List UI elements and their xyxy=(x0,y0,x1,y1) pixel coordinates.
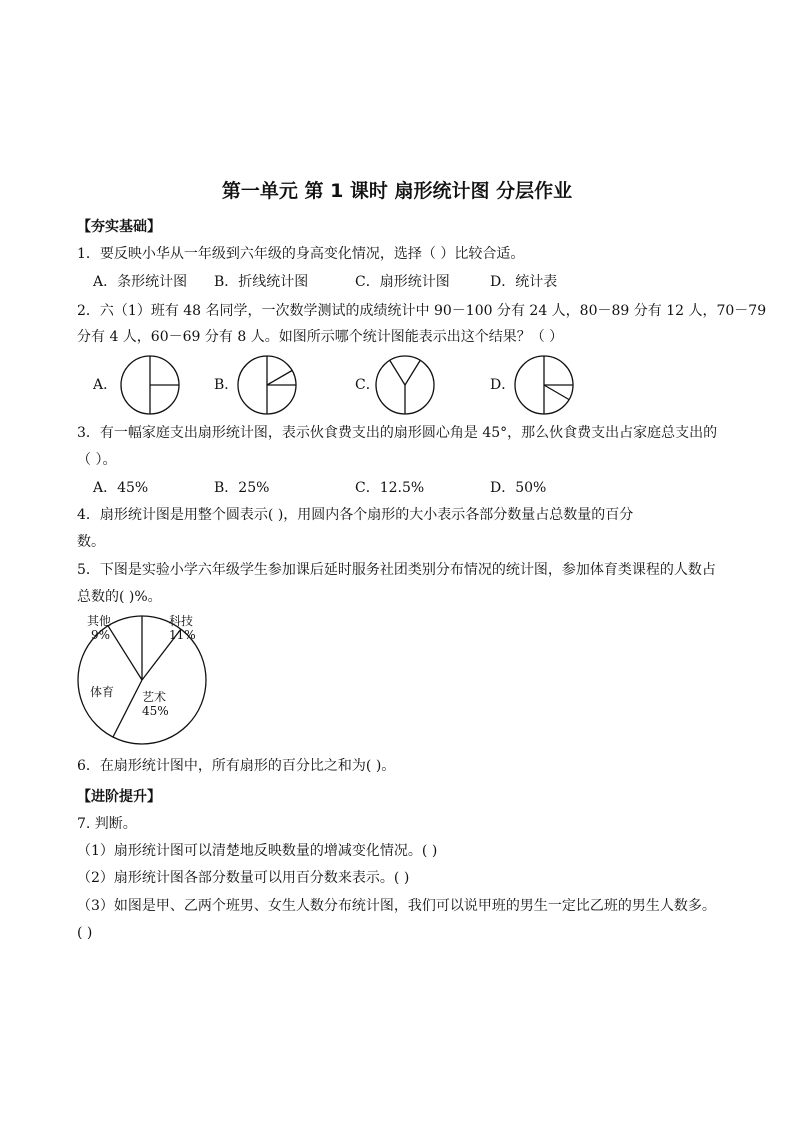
sector-divider-sports xyxy=(113,680,142,737)
question-2-line-1: 2．六（1）班有 48 名同学，一次数学测试的成绩统计中 90－100 分有 24 人，80－89 分有 12 人，70－79 xyxy=(77,303,767,319)
question-3-line-1: 3．有一幅家庭支出扇形统计图，表示伙食费支出的扇形圆心角是 45°，那么伙食费支出占家庭总支出的 xyxy=(77,425,718,441)
question-1-option-a: A．条形统计图 xyxy=(93,274,188,290)
question-4-line-1: 4．扇形统计图是用整个圆表示( )，用圆内各个扇形的大小表示各部分数量占总数量的百分 xyxy=(77,507,634,523)
question-2-option-d: D． xyxy=(490,377,516,393)
question-3-line-2: （ ）。 xyxy=(77,452,117,468)
question-3-option-a: A．45% xyxy=(93,480,149,496)
question-2-option-c: C． xyxy=(355,377,380,393)
question-2-option-a: A． xyxy=(93,377,118,393)
section-advanced-heading: 【进阶提升】 xyxy=(77,789,161,805)
question-2-pie-b xyxy=(237,355,297,415)
question-2-pie-a xyxy=(120,355,180,415)
question-5-line-2: 总数的( )%。 xyxy=(77,589,162,605)
question-2-option-b: B． xyxy=(214,377,239,393)
question-2-pie-d xyxy=(514,355,574,415)
sector-divider-other xyxy=(108,626,142,680)
question-2-pie-c xyxy=(375,355,435,415)
chart-label-other-name: 其他 xyxy=(87,614,112,628)
question-7-item-2: （2）扇形统计图各部分数量可以用百分数来表示。( ) xyxy=(77,870,410,886)
question-7-item-1: （1）扇形统计图可以清楚地反映数量的增减变化情况。( ) xyxy=(77,843,438,859)
chart-label-other-pct: 9% xyxy=(91,628,111,642)
question-1-option-d: D．统计表 xyxy=(490,274,558,290)
page-title: 第一单元 第 1 课时 扇形统计图 分层作业 xyxy=(221,180,573,202)
question-1-stem: 1．要反映小华从一年级到六年级的身高变化情况，选择（ ）比较合适。 xyxy=(77,246,525,262)
chart-label-tech-name: 科技 xyxy=(169,614,194,628)
question-7-item-3-blank: ( ) xyxy=(77,925,93,941)
chart-label-tech-pct: 11% xyxy=(169,628,196,642)
chart-label-art-name: 艺术 xyxy=(142,690,167,704)
question-3-option-c: C．12.5% xyxy=(355,480,425,496)
chart-label-art-pct: 45% xyxy=(142,704,169,718)
question-2-line-2: 分有 4 人，60－69 分有 8 人。如图所示哪个统计图能表示出这个结果？（ ） xyxy=(77,329,564,345)
question-3-option-b: B．25% xyxy=(214,480,270,496)
question-1-option-b: B．折线统计图 xyxy=(214,274,309,290)
question-3-option-d: D．50% xyxy=(490,480,547,496)
question-7-stem: 7. 判断。 xyxy=(77,816,137,832)
question-6: 6．在扇形统计图中，所有扇形的百分比之和为( )。 xyxy=(77,758,396,774)
question-5-line-1: 5．下图是实验小学六年级学生参加课后延时服务社团类别分布情况的统计图，参加体育类课程的人数占 xyxy=(77,562,716,578)
chart-label-sports-name: 体育 xyxy=(90,685,115,699)
question-1-option-c: C．扇形统计图 xyxy=(355,274,450,290)
question-4-line-2: 数。 xyxy=(77,534,105,550)
section-basic-heading: 【夯实基础】 xyxy=(77,219,161,235)
question-7-item-3: （3）如图是甲、乙两个班男、女生人数分布统计图，我们可以说甲班的男生一定比乙班的男生人数多。 xyxy=(77,898,716,914)
